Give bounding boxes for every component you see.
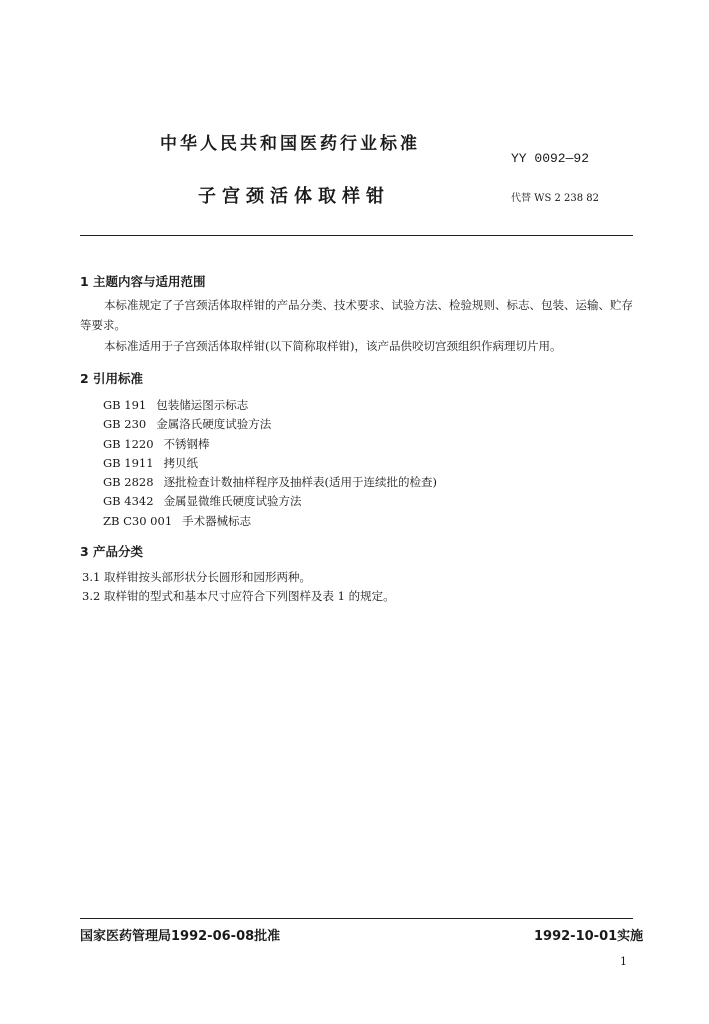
reference-item xyxy=(103,512,437,531)
document-title: 子宫颈活体取样钳 xyxy=(198,186,390,207)
reference-title: 金属洛氏硬度试验方法 xyxy=(156,417,272,432)
reference-title: 逐批检查计数抽样程序及抽样表(适用于连续批的检查) xyxy=(163,475,438,490)
reference-item xyxy=(103,435,437,454)
reference-title: 金属显微维氏硬度试验方法 xyxy=(163,494,302,509)
reference-code: GB 1220 xyxy=(103,436,154,451)
reference-item xyxy=(103,454,437,473)
reference-item xyxy=(103,396,437,415)
footer-rule xyxy=(80,918,633,919)
reference-title: 手术器械标志 xyxy=(182,513,252,528)
reference-item xyxy=(103,492,437,511)
replaces-note: 代替 WS 2 238 82 xyxy=(511,193,600,204)
reference-code: ZB C30 001 xyxy=(103,513,173,528)
header-rule xyxy=(80,235,633,236)
reference-title: 拷贝纸 xyxy=(163,455,199,470)
reference-code: GB 2828 xyxy=(103,475,154,490)
reference-item xyxy=(103,473,437,492)
reference-title: 不锈钢棒 xyxy=(163,436,210,451)
section-1-paragraph-2: 本标准适用于子宫颈活体取样钳(以下简称取样钳)，该产品供咬切宫颈组织作病理切片用。 xyxy=(104,339,562,353)
reference-list xyxy=(103,396,437,531)
reference-code: GB 1911 xyxy=(103,455,154,470)
section-2-heading: 2 引用标准 xyxy=(80,371,144,386)
effective-date: 1992-10-01实施 xyxy=(534,929,644,944)
section-1-paragraph-1: 本标准规定了子宫颈活体取样钳的产品分类、技术要求、试验方法、检验规则、标志、包装、运输、贮存等要求。 xyxy=(80,298,633,332)
reference-item xyxy=(103,415,437,434)
reference-title: 包装储运图示标志 xyxy=(156,398,249,412)
standard-number: YY 0092—92 xyxy=(511,151,590,166)
reference-code: GB 4342 xyxy=(103,494,154,509)
section-1-heading: 1 主题内容与适用范围 xyxy=(80,274,206,289)
page-number: 1 xyxy=(620,955,627,968)
section-3-heading: 3 产品分类 xyxy=(80,544,144,559)
clause-3-1: 3.1 取样钳按头部形状分长圆形和园形两种。 xyxy=(82,570,311,584)
clause-3-2: 3.2 取样钳的型式和基本尺寸应符合下列图样及表 1 的规定。 xyxy=(82,589,395,603)
reference-code: GB 230 xyxy=(103,417,147,432)
industry-standard-title: 中华人民共和国医药行业标准 xyxy=(160,134,420,154)
reference-code: GB 191 xyxy=(103,398,147,412)
approval-date: 国家医药管理局1992-06-08批准 xyxy=(80,929,281,944)
